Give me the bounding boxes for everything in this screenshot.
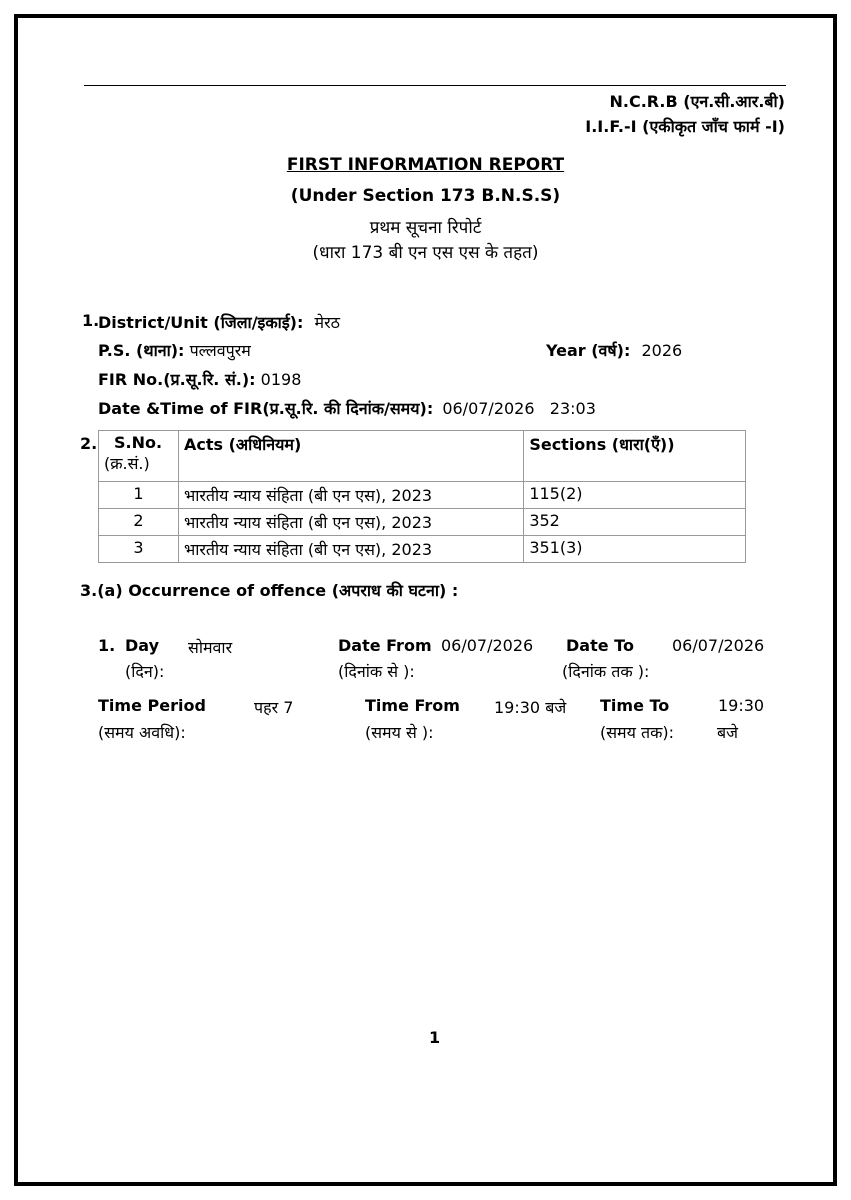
item1-number: 1. bbox=[82, 311, 100, 330]
row-act: भारतीय न्याय संहिता (बी एन एस), 2023 bbox=[178, 509, 523, 536]
row-act: भारतीय न्याय संहिता (बी एन एस), 2023 bbox=[178, 482, 523, 509]
report-title-hindi: प्रथम सूचना रिपोर्ट bbox=[369, 218, 482, 238]
date-from-label: Date From bbox=[338, 636, 432, 655]
ncrb-header: N.C.R.B (एन.सी.आर.बी) bbox=[609, 92, 785, 111]
table-row bbox=[99, 482, 746, 509]
ps-row bbox=[98, 339, 251, 361]
date-to-value: 06/07/2026 bbox=[672, 636, 765, 655]
date-from-label-hindi: (दिनांक से ): bbox=[338, 662, 415, 681]
district-row bbox=[98, 311, 340, 333]
year-label: Year (वर्ष): bbox=[546, 341, 631, 360]
iif-header: I.I.F.-I (एकीकृत जाँच फार्म -I) bbox=[585, 117, 785, 136]
sno-header bbox=[99, 431, 179, 482]
item2-number: 2. bbox=[80, 434, 98, 453]
time-to-label: Time To bbox=[600, 696, 670, 715]
ps-value: पल्लवपुरम bbox=[189, 341, 251, 360]
report-title: FIRST INFORMATION REPORT bbox=[286, 155, 565, 175]
table-header-row bbox=[99, 431, 746, 482]
sections-header: Sections (धारा(एँ)) bbox=[524, 431, 746, 482]
fir-label: FIR No.(प्र.सू.रि. सं.): bbox=[98, 370, 256, 389]
time-from-label: Time From bbox=[365, 696, 460, 715]
row-section: 115(2) bbox=[524, 482, 746, 509]
day-label-hindi: (दिन): bbox=[125, 662, 165, 681]
datetime-value: 06/07/2026 23:03 bbox=[442, 399, 596, 418]
time-to-label-hindi: (समय तक): bbox=[600, 723, 675, 742]
district-label: District/Unit (जिला/इकाई): bbox=[98, 313, 304, 332]
date-to-label: Date To bbox=[566, 636, 634, 655]
row-act: भारतीय न्याय संहिता (बी एन एस), 2023 bbox=[178, 536, 523, 563]
time-from-value: 19:30 बजे bbox=[494, 698, 567, 717]
row-sno: 3 bbox=[99, 536, 179, 563]
time-period-label-hindi: (समय अवधि): bbox=[98, 723, 186, 742]
row-sno: 1 bbox=[99, 482, 179, 509]
sno-header-hindi: (क्र.सं.) bbox=[104, 454, 150, 473]
header-divider bbox=[84, 85, 786, 86]
occurrence-sub-number: 1. bbox=[98, 636, 116, 655]
time-period-label: Time Period bbox=[98, 696, 206, 715]
acts-table bbox=[98, 430, 746, 563]
row-section: 352 bbox=[524, 509, 746, 536]
time-to-value-suffix: बजे bbox=[717, 723, 739, 742]
acts-header: Acts (अधिनियम) bbox=[178, 431, 523, 482]
row-sno: 2 bbox=[99, 509, 179, 536]
row-section: 351(3) bbox=[524, 536, 746, 563]
district-value: मेरठ bbox=[314, 313, 340, 332]
table-row bbox=[99, 536, 746, 563]
time-from-label-hindi: (समय से ): bbox=[365, 723, 434, 742]
table-row bbox=[99, 509, 746, 536]
day-label: Day bbox=[125, 636, 160, 655]
report-section-hindi: (धारा 173 बी एन एस एस के तहत) bbox=[312, 243, 539, 263]
page-number: 1 bbox=[429, 1028, 441, 1047]
report-section: (Under Section 173 B.N.S.S) bbox=[290, 186, 561, 206]
year-value: 2026 bbox=[641, 341, 683, 360]
occurrence-heading: 3.(a) Occurrence of offence (अपराध की घटना) : bbox=[80, 581, 459, 600]
time-period-value: पहर 7 bbox=[254, 698, 294, 717]
datetime-row bbox=[98, 397, 596, 419]
sno-header-label: S.No. bbox=[114, 433, 163, 452]
day-value: सोमवार bbox=[188, 638, 233, 657]
date-to-label-hindi: (दिनांक तक ): bbox=[562, 662, 650, 681]
year-row bbox=[546, 339, 682, 361]
date-from-value: 06/07/2026 bbox=[441, 636, 534, 655]
fir-value: 0198 bbox=[260, 370, 302, 389]
fir-row bbox=[98, 368, 301, 390]
time-to-value: 19:30 bbox=[718, 696, 765, 715]
datetime-label: Date &Time of FIR(प्र.सू.रि. की दिनांक/समय): bbox=[98, 399, 434, 418]
ps-label: P.S. (थाना): bbox=[98, 341, 185, 360]
